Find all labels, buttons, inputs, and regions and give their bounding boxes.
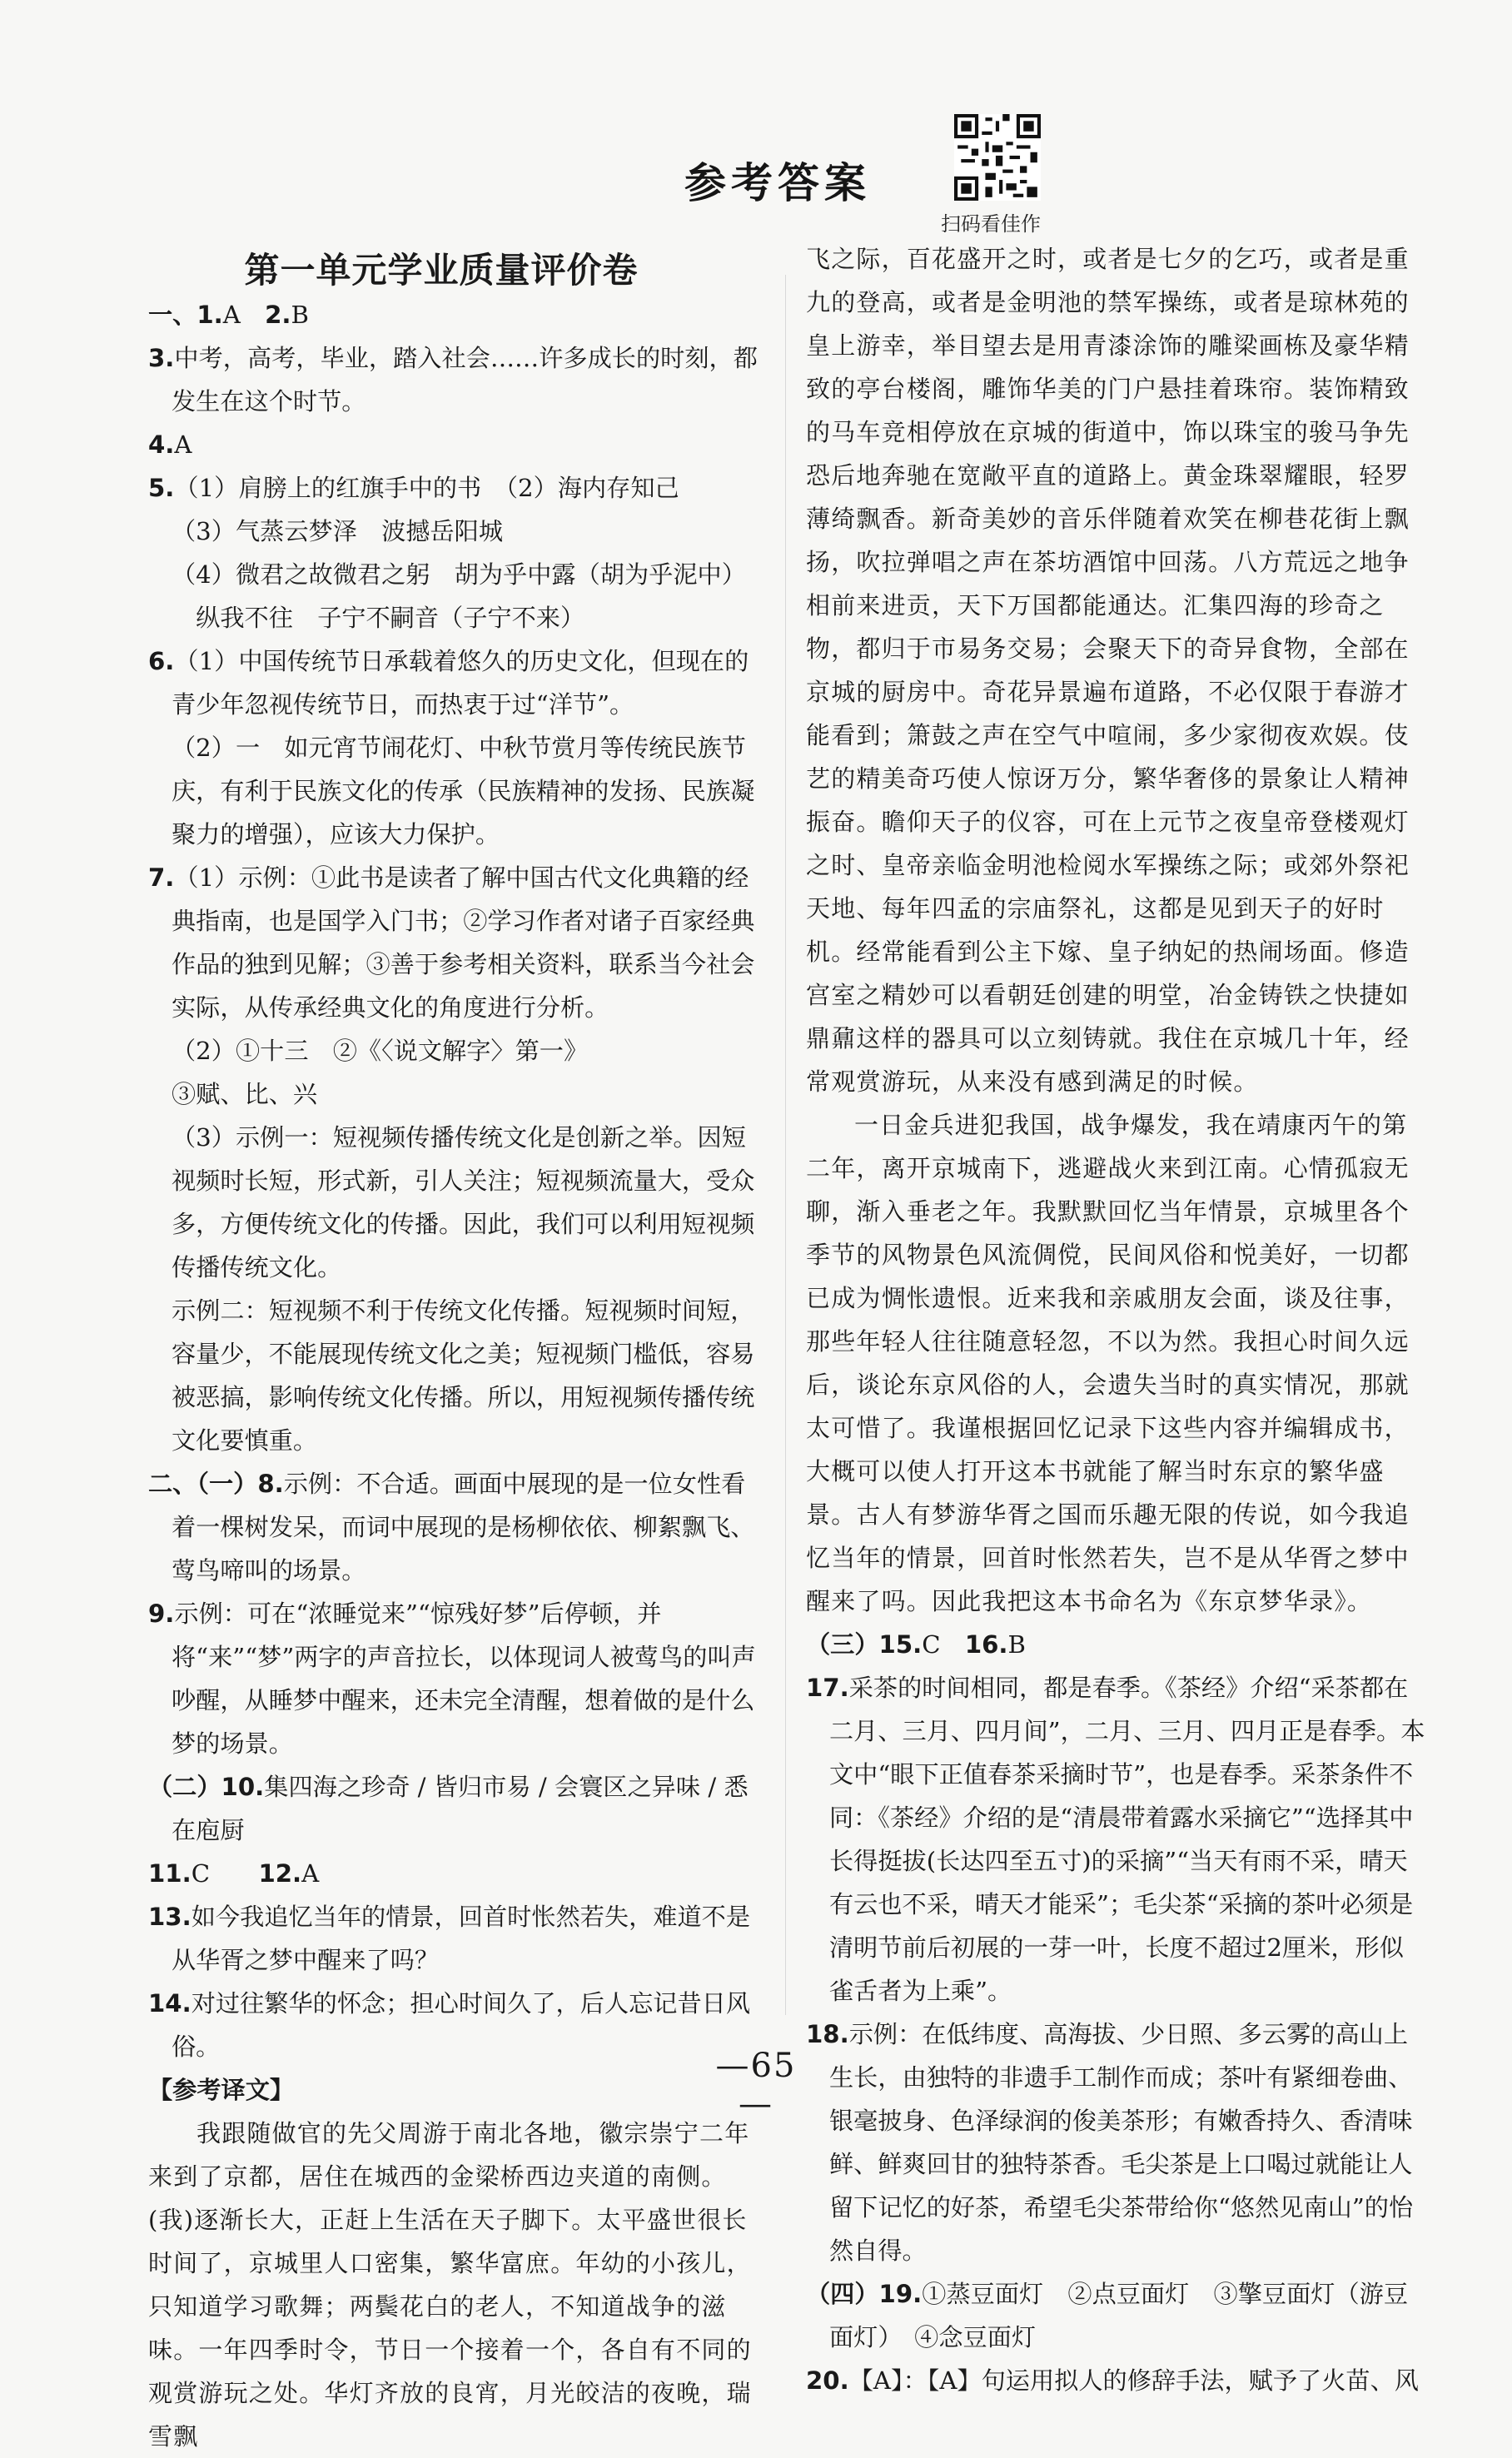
page-number: —65— — [715, 2047, 797, 2123]
section-title: 第一单元学业质量评价卷 — [244, 250, 639, 291]
answer-row: 13.如今我追忆当年的情景，回首时怅然若失，难道不是从华胥之梦中醒来了吗？ — [148, 1903, 751, 1974]
answer-row: 7.（1）示例：①此书是读者了解中国古代文化典籍的经典指南，也是国学入门书；②学习作者对诸子百家经典作品的独到见解；③善于参考相关资料，联系当今社会实际，从传承经典文化的角度进行分析。 — [148, 863, 755, 1022]
answer-row: 17.采茶的时间相同，都是春季。《茶经》介绍“采茶都在二月、三月、四月间”，二月、三月、四月正是春季。本文中“眼下正值春茶采摘时节”，也是春季。采茶条件不同：《茶经》介绍的是“清晨带着露水采摘它”“选择其中长得挺拔(长达四至五寸)的采摘”“当天有雨不采，晴天有云也不采，晴天才能采”；毛尖茶“采摘的茶叶必须是清明节前后初展的一芽一叶，长度不超过2厘米，形似雀舌者为上乘”。 — [806, 1674, 1425, 2005]
answer-row: ③赋、比、兴 — [172, 1080, 318, 1108]
answer-row: 14.对过往繁华的怀念；担心时间久了，后人忘记昔日风俗。 — [148, 1989, 751, 2061]
answer-row: 二、（一）8.示例：不合适。画面中展现的是一位女性看着一棵树发呆，而词中展现的是杨柳依依、柳絮飘飞、莺鸟啼叫的场景。 — [148, 1470, 755, 1585]
answer-row: （2）①十三 ②《〈说文解字〉第一》 — [172, 1037, 589, 1065]
answer-row: 示例二：短视频不利于传统文化传播。短视频时间短，容量少，不能展现传统文化之美；短视频门槛低，容易被恶搞，影响传统文化传播。所以，用短视频传播传统文化要慎重。 — [172, 1296, 755, 1455]
answer-row: （四）19.①蒸豆面灯 ②点豆面灯 ③擎豆面灯（游豆面灯） ④念豆面灯 — [806, 2280, 1409, 2351]
answer-row: 一、1.A 2.B — [148, 301, 309, 329]
answer-row: 5.（1）肩膀上的红旗手中的书 （2）海内存知己 — [148, 474, 679, 502]
answer-row: 11.C 12.A — [148, 1859, 320, 1888]
answer-row: 纵我不往 子宁不嗣音（子宁不来） — [172, 604, 585, 632]
answer-row: 6.（1）中国传统节日承载着悠久的历史文化，但现在的青少年忽视传统节日，而热衷于过“洋节”。 — [148, 647, 749, 719]
qr-code-icon[interactable] — [954, 114, 1041, 201]
column-divider — [785, 275, 786, 2015]
answer-row: 9.示例：可在“浓睡觉来”“惊残好梦”后停顿，并将“来”“梦”两字的声音拉长，以体现词人被莺鸟的叫声吵醒，从睡梦中醒来，还未完全清醒，想着做的是什么梦的场景。 — [148, 1600, 756, 1758]
answer-row: （三）15.C 16.B — [806, 1630, 1026, 1659]
page-title: 参考答案 — [684, 159, 871, 207]
answer-row: 3.中考，高考，毕业，踏入社会……许多成长的时刻，都发生在这个时节。 — [148, 344, 758, 415]
answer-row: 4.A — [148, 430, 192, 459]
qr-caption: 扫码看佳作 — [941, 212, 1041, 236]
answer-row: （2）一 如元宵节闹花灯、中秋节赏月等传统民族节庆，有利于民族文化的传承（民族精神的发扬、民族凝聚力的增强），应该大力保护。 — [172, 734, 755, 848]
translation-paragraph: 一日金兵进犯我国，战争爆发，我在靖康丙午的第二年，离开京城南下，逃避战火来到江南。心情孤寂无聊，渐入垂老之年。我默默回忆当年情景，京城里各个季节的风物景色风流倜傥，民间风俗和悦美好，一切都已成为惆怅遗恨。近来我和亲戚朋友会面，谈及往事，那些年轻人往往随意轻忽，不以为然。我担心时间久远后，谈论东京风俗的人，会遗失当时的真实情况，那就太可惜了。我谨根据回忆记录下这些内容并编辑成书，大概可以使人打开这本书就能了解当时东京的繁华盛景。古人有梦游华胥之国而乐趣无限的传说，如今我追忆当年的情景，回首时怅然若失，岂不是从华胥之梦中醒来了吗。因此我把这本书命名为《东京梦华录》。 — [806, 1111, 1410, 1615]
answer-row: 20.【A】：【A】句运用拟人的修辞手法，赋予了火苗、风 — [806, 2366, 1419, 2395]
answer-row: （二）10.集四海之珍奇 / 皆归市易 / 会寰区之异味 / 悉在庖厨 — [148, 1773, 749, 1844]
right-column — [806, 237, 1427, 2402]
answer-row: 18.示例：在低纬度、高海拔、少日照、多云雾的高山上生长，由独特的非遗手工制作而成；茶叶有紧细卷曲、银毫披身、色泽绿润的俊美茶形；有嫩香持久、香清味鲜、鲜爽回甘的独特茶香。毛尖茶是上口喝过就能让人留下记忆的好茶，希望毛尖茶带给你“悠然见南山”的怡然自得。 — [806, 2020, 1414, 2265]
answer-row: （3）气蒸云梦泽 波撼岳阳城 — [172, 517, 504, 545]
answer-row: （4）微君之故微君之躬 胡为乎中露（胡为乎泥中） — [172, 560, 746, 589]
translation-paragraph: 飞之际，百花盛开之时，或者是七夕的乞巧，或者是重九的登高，或者是金明池的禁军操练，或者是琼林苑的皇上游幸，举目望去是用青漆涂饰的雕梁画栋及豪华精致的亭台楼阁，雕饰华美的门户悬挂着珠帘。装饰精致的马车竞相停放在京城的街道中，饰以珠宝的骏马争先恐后地奔驰在宽敞平直的道路上。黄金珠翠耀眼，轻罗薄绮飘香。新奇美妙的音乐伴随着欢笑在柳巷花街上飘扬，吹拉弹唱之声在茶坊酒馆中回荡。八方荒远之地争相前来进贡，天下万国都能通达。汇集四海的珍奇之物，都归于市易务交易；会聚天下的奇异食物，全部在京城的厨房中。奇花异景遍布道路，不必仅限于春游才能看到；箫鼓之声在空气中喧闹，多少家彻夜欢娱。伎艺的精美奇巧使人惊讶万分，繁华奢侈的景象让人精神振奋。瞻仰天子的仪容，可在上元节之夜皇帝登楼观灯之时、皇帝亲临金明池检阅水军操练之际；或郊外祭祀天地、每年四孟的宗庙祭礼，这都是见到天子的好时机。经常能看到公主下嫁、皇子纳妃的热闹场面。修造宫室之精妙可以看朝廷创建的明堂，冶金铸铁之快捷如鼎鼐这样的器具可以立刻铸就。我住在京城几十年，经常观赏游玩，从来没有感到满足的时候。 — [806, 245, 1410, 1096]
translation-paragraph: 我跟随做官的先父周游于南北各地，徽宗崇宁二年来到了京都，居住在城西的金梁桥西边夹道的南侧。(我)逐渐长大，正赶上生活在天子脚下。太平盛世很长时间了，京城里人口密集，繁华富庶。年幼的小孩儿，只知道学习歌舞；两鬓花白的老人，不知道战争的滋味。一年四季时令，节日一个接着一个，各自有不同的观赏游玩之处。华灯齐放的良宵，月光皎洁的夜晚，瑞雪飘 — [148, 2119, 752, 2451]
translation-heading: 【参考译文】 — [148, 2076, 295, 2104]
answer-row: （3）示例一：短视频传播传统文化是创新之举。因短视频时长短，形式新，引人关注；短视频流量大，受众多，方便传统文化的传播。因此，我们可以利用短视频传播传统文化。 — [172, 1123, 755, 1281]
left-column — [148, 293, 766, 2458]
